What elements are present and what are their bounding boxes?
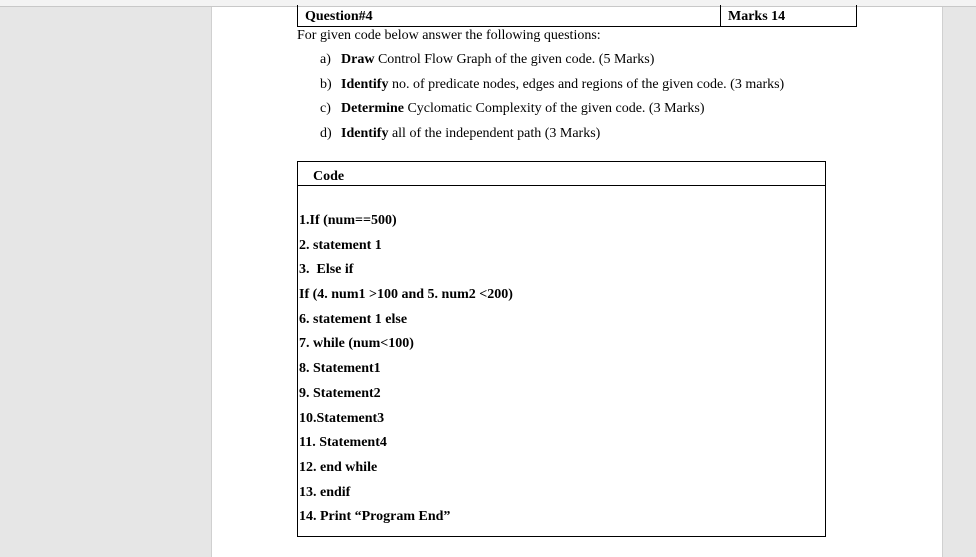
code-line: 2. statement 1 (299, 237, 382, 253)
item-verb: Identify (341, 76, 389, 92)
code-line: 8. Statement1 (299, 361, 381, 377)
item-text: Cyclomatic Complexity of the given code. (3 Marks) (403, 101, 705, 117)
item-text: Control Flow Graph of the given code. (5 Marks) (374, 52, 655, 67)
code-line: 10.Statement3 (299, 410, 385, 426)
question-title: Question#4 (298, 5, 721, 26)
item-text: all of the independent path (3 Marks) (388, 126, 601, 142)
question-header-table (297, 5, 857, 27)
code-line: 9. Statement2 (299, 385, 381, 401)
code-header: Code (298, 162, 825, 186)
code-line: 14. Print “Program End” (299, 509, 451, 525)
code-line: 11. Statement4 (299, 435, 387, 451)
item-verb: Draw (341, 52, 375, 67)
item-letter: b) (320, 76, 332, 92)
item-verb: Determine (341, 101, 404, 117)
code-line: 12. end while (299, 459, 378, 475)
question-item-d (320, 126, 784, 151)
code-line: 1.If (num==500) (299, 213, 397, 228)
code-lines (298, 213, 513, 534)
question-list (320, 52, 784, 151)
item-verb: Identify (341, 126, 389, 142)
item-letter: d) (320, 126, 332, 142)
question-item-b (320, 77, 784, 102)
item-text: no. of predicate nodes, edges and regions of the given code. (3 marks) (388, 76, 785, 92)
item-letter: c) (320, 101, 331, 117)
code-line: 3. Else if (299, 262, 354, 278)
question-item-a (320, 52, 784, 77)
code-line: 7. while (num<100) (299, 336, 414, 352)
code-line: If (4. num1 >100 and 5. num2 <200) (299, 287, 513, 303)
code-line: 13. endif (299, 484, 351, 500)
document-page (211, 7, 943, 557)
code-line: 6. statement 1 else (299, 311, 408, 327)
question-marks: Marks 14 (728, 9, 786, 24)
code-table (297, 161, 826, 537)
item-letter: a) (320, 52, 331, 67)
question-item-c (320, 101, 784, 126)
question-intro: For given code below answer the following questions: (297, 28, 601, 43)
